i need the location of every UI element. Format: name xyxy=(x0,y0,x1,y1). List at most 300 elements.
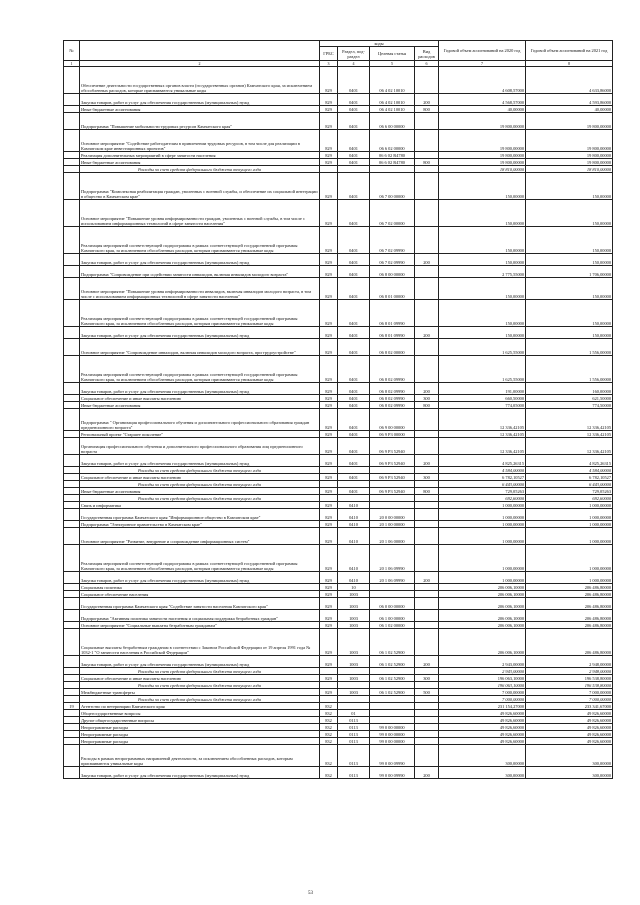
header-vid: Вид расходов xyxy=(415,47,439,61)
row-amount-2021: 49 826,60000 xyxy=(526,717,613,724)
row-target-article: 20 1 06 00000 xyxy=(370,528,415,545)
row-amount-2021: 19 800,00000 xyxy=(526,159,613,166)
row-number xyxy=(64,106,80,113)
table-row xyxy=(64,467,613,474)
row-expense-type: 800 xyxy=(415,159,439,166)
row-number xyxy=(64,545,80,572)
row-name: Подпрограмма "Комплексная реабилитация граждан, уволенных с военной службы, и обеспечение их социальной интеграции в общество в Камчатском крае" xyxy=(80,173,320,200)
table-row xyxy=(64,152,613,159)
row-razdel: 0401 xyxy=(338,200,370,227)
row-number xyxy=(64,431,80,438)
row-amount-2020: 150,00000 xyxy=(439,300,526,327)
row-target-article: 06 1 02 52900 xyxy=(370,629,415,656)
row-number xyxy=(64,682,80,689)
row-razdel: 0401 xyxy=(338,152,370,159)
row-amount-2020: 1 000,00000 xyxy=(439,572,526,584)
row-expense-type xyxy=(415,278,439,300)
row-amount-2021: 150,00000 xyxy=(526,300,613,327)
table-row xyxy=(64,668,613,675)
row-name: Непрограммные расходы xyxy=(80,731,320,738)
row-grbs: 829 xyxy=(320,173,338,200)
row-razdel xyxy=(338,668,370,675)
row-amount-2020: 660,50000 xyxy=(439,395,526,402)
row-amount-2020: 49 826,60000 xyxy=(439,738,526,745)
col-number: 6 xyxy=(415,61,439,67)
table-row xyxy=(64,731,613,738)
header-name xyxy=(80,41,320,61)
row-grbs: 829 xyxy=(320,227,338,254)
row-amount-2020: 692,60000 xyxy=(439,495,526,502)
row-target-article: 06 8 00 00000 xyxy=(370,266,415,278)
table-row xyxy=(64,710,613,717)
row-amount-2020: 1 000,00000 xyxy=(439,545,526,572)
row-amount-2020: 49 826,60000 xyxy=(439,731,526,738)
row-name: Социальные выплаты безработным гражданам в соответствии с Законом Российской Федерации от 19 апреля 1991 года № 1032-1 "О занятости населения в Российской Федерации" xyxy=(80,629,320,656)
row-expense-type xyxy=(415,113,439,130)
table-body xyxy=(64,67,613,779)
row-expense-type xyxy=(415,545,439,572)
table-row xyxy=(64,767,613,779)
row-number xyxy=(64,474,80,481)
row-number xyxy=(64,724,80,731)
table-row xyxy=(64,173,613,200)
row-target-article xyxy=(370,703,415,710)
row-amount-2021: 40,00000 xyxy=(526,106,613,113)
row-amount-2020: 206 006,10000 xyxy=(439,622,526,629)
row-amount-2021: 18 810,00000 xyxy=(526,166,613,173)
row-target-article: 06 6 00 00000 xyxy=(370,113,415,130)
row-number xyxy=(64,689,80,696)
table-row xyxy=(64,591,613,598)
row-target-article: 06 9 P3 52940 xyxy=(370,438,415,455)
row-razdel xyxy=(338,703,370,710)
row-grbs: 829 xyxy=(320,622,338,629)
row-grbs xyxy=(320,467,338,474)
row-name: Основное мероприятие "Развитие, внедрение и сопровождение информационных систем" xyxy=(80,528,320,545)
row-name: Закупка товаров, работ и услуг для обеспечения государственных (муниципальных) нужд xyxy=(80,383,320,395)
row-target-article: 20 1 00 00000 xyxy=(370,521,415,528)
table-row xyxy=(64,431,613,438)
row-amount-2021: 12 336,42105 xyxy=(526,438,613,455)
row-razdel: 01 xyxy=(338,710,370,717)
row-grbs: 829 xyxy=(320,278,338,300)
row-grbs: 829 xyxy=(320,675,338,682)
row-grbs: 829 xyxy=(320,629,338,656)
row-grbs: 832 xyxy=(320,767,338,779)
row-razdel: 0401 xyxy=(338,266,370,278)
row-amount-2020: 206 006,10000 xyxy=(439,610,526,622)
row-target-article xyxy=(370,584,415,591)
row-name: Реализация мероприятий соответствующей подпрограммы в рамках соответствующей государственной программы Камчатского края, за исключением обособленных расходов, которым присваиваются уникальные коды xyxy=(80,227,320,254)
row-expense-type xyxy=(415,584,439,591)
row-number xyxy=(64,152,80,159)
row-target-article xyxy=(370,591,415,598)
table-row xyxy=(64,689,613,696)
row-target-article: 99 0 00 00000 xyxy=(370,724,415,731)
row-amount-2020: 4 568,57000 xyxy=(439,94,526,106)
row-razdel: 0401 xyxy=(338,438,370,455)
row-expense-type xyxy=(415,668,439,675)
row-name: Непрограммные расходы xyxy=(80,738,320,745)
row-target-article: 06 8 02 09990 xyxy=(370,383,415,395)
row-number xyxy=(64,339,80,356)
row-grbs xyxy=(320,495,338,502)
row-grbs xyxy=(320,481,338,488)
row-amount-2021: 1 556,00000 xyxy=(526,356,613,383)
row-target-article: 06 4 02 10010 xyxy=(370,94,415,106)
row-amount-2020: 19 800,00000 xyxy=(439,159,526,166)
col-number: 7 xyxy=(439,61,526,67)
row-expense-type xyxy=(415,622,439,629)
row-grbs: 829 xyxy=(320,106,338,113)
row-name: Закупка товаров, работ и услуг для обеспечения государственных (муниципальных) нужд xyxy=(80,254,320,266)
row-amount-2021: 206 486,80000 xyxy=(526,610,613,622)
row-razdel xyxy=(338,696,370,703)
row-razdel: 1003 xyxy=(338,675,370,682)
table-row xyxy=(64,159,613,166)
row-expense-type xyxy=(415,166,439,173)
row-grbs: 829 xyxy=(320,474,338,481)
row-grbs: 829 xyxy=(320,598,338,610)
row-number xyxy=(64,67,80,94)
row-number xyxy=(64,610,80,622)
row-razdel: 0401 xyxy=(338,409,370,431)
row-grbs: 832 xyxy=(320,738,338,745)
row-target-article: 06 7 00 00000 xyxy=(370,173,415,200)
row-expense-type xyxy=(415,745,439,767)
table-row xyxy=(64,509,613,521)
row-razdel: 1003 xyxy=(338,622,370,629)
row-name: Расходы за счет средств федерального бюджета текущего года xyxy=(80,682,320,689)
table-row xyxy=(64,629,613,656)
table-row xyxy=(64,327,613,339)
row-expense-type xyxy=(415,598,439,610)
row-grbs: 829 xyxy=(320,300,338,327)
row-amount-2021: 19 800,00000 xyxy=(526,152,613,159)
row-grbs: 832 xyxy=(320,703,338,710)
row-amount-2020: 18 810,00000 xyxy=(439,166,526,173)
row-expense-type xyxy=(415,738,439,745)
row-grbs: 829 xyxy=(320,521,338,528)
row-amount-2020: 2 943,00000 xyxy=(439,656,526,668)
row-expense-type xyxy=(415,509,439,521)
row-target-article xyxy=(370,495,415,502)
row-expense-type: 800 xyxy=(415,488,439,495)
row-name: Расходы в рамках непрограммных направлений деятельности, за исключением обособленных расходов, которым присваиваются уникальные коды xyxy=(80,745,320,767)
row-grbs xyxy=(320,682,338,689)
row-expense-type xyxy=(415,703,439,710)
row-amount-2020: 1 000,00000 xyxy=(439,528,526,545)
row-amount-2020: 1 000,00000 xyxy=(439,502,526,509)
row-expense-type xyxy=(415,610,439,622)
row-razdel: 0401 xyxy=(338,106,370,113)
row-expense-type xyxy=(415,696,439,703)
row-number xyxy=(64,502,80,509)
row-amount-2021: 12 336,42105 xyxy=(526,409,613,431)
row-expense-type xyxy=(415,173,439,200)
table-row xyxy=(64,675,613,682)
row-amount-2020: 19 800,00000 xyxy=(439,152,526,159)
row-number xyxy=(64,767,80,779)
table-row xyxy=(64,696,613,703)
row-target-article: 06 8 02 09990 xyxy=(370,402,415,409)
row-number xyxy=(64,509,80,521)
table-row xyxy=(64,278,613,300)
row-razdel: 0401 xyxy=(338,383,370,395)
row-amount-2020: 1 000,00000 xyxy=(439,521,526,528)
row-amount-2020: 300,00000 xyxy=(439,745,526,767)
row-number xyxy=(64,528,80,545)
row-number xyxy=(64,717,80,724)
row-target-article: 06 9 P3 52940 xyxy=(370,474,415,481)
row-razdel xyxy=(338,682,370,689)
row-number xyxy=(64,278,80,300)
row-razdel: 0401 xyxy=(338,488,370,495)
row-name: Связь и информатика xyxy=(80,502,320,509)
row-number xyxy=(64,710,80,717)
row-name: Закупка товаров, работ и услуг для обеспечения государственных (муниципальных) нужд xyxy=(80,94,320,106)
row-amount-2021: 4 825,26315 xyxy=(526,455,613,467)
row-name: Реализация мероприятий соответствующей подпрограммы в рамках соответствующей государственной программы Камчатского края, за исключением обособленных расходов, которым присваиваются уникальные коды xyxy=(80,545,320,572)
header-2020: Годовой объем ассигнований на 2020 год xyxy=(439,41,526,61)
row-number xyxy=(64,572,80,584)
row-name: Подпрограмма "Электронное правительство в Камчатском крае" xyxy=(80,521,320,528)
row-number xyxy=(64,738,80,745)
row-razdel xyxy=(338,495,370,502)
row-razdel: 0410 xyxy=(338,521,370,528)
row-name: Расходы за счет средств федерального бюджета текущего года xyxy=(80,696,320,703)
row-target-article: 06 4 02 10010 xyxy=(370,67,415,94)
row-expense-type xyxy=(415,528,439,545)
row-amount-2020: 19 800,00000 xyxy=(439,113,526,130)
row-amount-2021: 49 826,60000 xyxy=(526,724,613,731)
table-row xyxy=(64,622,613,629)
row-name: Расходы за счет средств федерального бюджета текущего года xyxy=(80,668,320,675)
row-number xyxy=(64,395,80,402)
row-target-article xyxy=(370,717,415,724)
row-grbs: 829 xyxy=(320,395,338,402)
row-amount-2020: 4 825,26315 xyxy=(439,455,526,467)
row-number xyxy=(64,488,80,495)
row-amount-2020: 49 826,60000 xyxy=(439,710,526,717)
row-target-article: 06 8 02 09990 xyxy=(370,356,415,383)
row-number xyxy=(64,731,80,738)
row-razdel: 0401 xyxy=(338,474,370,481)
row-razdel: 0401 xyxy=(338,431,370,438)
row-expense-type xyxy=(415,717,439,724)
header-grbs: ГРБС xyxy=(320,47,338,61)
row-amount-2021: 729,05263 xyxy=(526,488,613,495)
row-number xyxy=(64,254,80,266)
row-expense-type: 200 xyxy=(415,254,439,266)
row-amount-2020: 1 625,55000 xyxy=(439,339,526,356)
row-target-article: 99 0 00 00000 xyxy=(370,738,415,745)
row-amount-2020: 774,05000 xyxy=(439,402,526,409)
row-expense-type xyxy=(415,130,439,152)
row-grbs: 829 xyxy=(320,509,338,521)
row-amount-2021: 150,00000 xyxy=(526,327,613,339)
row-target-article: 06 7 02 09990 xyxy=(370,254,415,266)
header-codes: коды xyxy=(320,41,439,47)
row-number xyxy=(64,113,80,130)
row-razdel: 0401 xyxy=(338,173,370,200)
row-amount-2020: 6 782,10527 xyxy=(439,474,526,481)
row-grbs: 829 xyxy=(320,431,338,438)
row-amount-2020: 1 000,00000 xyxy=(439,509,526,521)
row-amount-2021: 6 782,10527 xyxy=(526,474,613,481)
table-row xyxy=(64,521,613,528)
row-name: Социальная политика xyxy=(80,584,320,591)
row-amount-2021: 19 800,00000 xyxy=(526,113,613,130)
row-amount-2021: 150,00000 xyxy=(526,173,613,200)
row-razdel: 0113 xyxy=(338,738,370,745)
row-expense-type xyxy=(415,481,439,488)
row-expense-type: 200 xyxy=(415,327,439,339)
row-grbs: 829 xyxy=(320,409,338,431)
row-expense-type xyxy=(415,200,439,227)
row-razdel: 0410 xyxy=(338,545,370,572)
row-number xyxy=(64,409,80,431)
row-target-article: 99 0 00 00000 xyxy=(370,731,415,738)
row-razdel: 0401 xyxy=(338,327,370,339)
row-name: Реализация дополнительных мероприятий в сфере занятости населения xyxy=(80,152,320,159)
row-expense-type xyxy=(415,629,439,656)
row-amount-2021: 300,00000 xyxy=(526,745,613,767)
row-amount-2021: 4 593,86000 xyxy=(526,94,613,106)
row-amount-2021: 49 826,60000 xyxy=(526,710,613,717)
row-grbs: 829 xyxy=(320,656,338,668)
row-number: 19 xyxy=(64,703,80,710)
row-razdel xyxy=(338,467,370,474)
table-row xyxy=(64,113,613,130)
row-amount-2020: 191,00000 xyxy=(439,383,526,395)
row-grbs: 829 xyxy=(320,572,338,584)
header-2021: Годовой объем ассигнований на 2021 год xyxy=(526,41,613,61)
row-razdel xyxy=(338,481,370,488)
row-amount-2021: 1 000,00000 xyxy=(526,521,613,528)
row-amount-2021: 12 336,42105 xyxy=(526,431,613,438)
row-amount-2021: 19 800,00000 xyxy=(526,130,613,152)
row-razdel: 0401 xyxy=(338,227,370,254)
row-name: Расходы за счет средств федерального бюджета текущего года xyxy=(80,495,320,502)
row-number xyxy=(64,591,80,598)
row-target-article: 06 9 00 00000 xyxy=(370,409,415,431)
table-row xyxy=(64,545,613,572)
row-target-article: 06 9 P3 52940 xyxy=(370,455,415,467)
row-amount-2021: 1 000,00000 xyxy=(526,502,613,509)
table-row xyxy=(64,166,613,173)
row-number xyxy=(64,438,80,455)
col-number: 5 xyxy=(370,61,415,67)
row-amount-2020: 19 800,00000 xyxy=(439,130,526,152)
row-expense-type xyxy=(415,724,439,731)
row-expense-type xyxy=(415,591,439,598)
row-number xyxy=(64,668,80,675)
row-razdel: 0113 xyxy=(338,724,370,731)
row-number xyxy=(64,300,80,327)
row-target-article xyxy=(370,467,415,474)
row-expense-type xyxy=(415,300,439,327)
row-expense-type: 200 xyxy=(415,767,439,779)
row-razdel: 0410 xyxy=(338,502,370,509)
row-amount-2021: 150,00000 xyxy=(526,200,613,227)
row-target-article: 06 6 02 00000 xyxy=(370,130,415,152)
row-grbs: 829 xyxy=(320,152,338,159)
row-amount-2020: 40,00000 xyxy=(439,106,526,113)
row-grbs: 829 xyxy=(320,130,338,152)
row-grbs: 829 xyxy=(320,455,338,467)
row-grbs: 832 xyxy=(320,745,338,767)
row-amount-2020: 150,00000 xyxy=(439,227,526,254)
row-expense-type: 200 xyxy=(415,383,439,395)
row-razdel xyxy=(338,166,370,173)
row-name: Закупка товаров, работ и услуг для обеспечения государственных (муниципальных) нужд xyxy=(80,327,320,339)
row-target-article: 06 7 02 00000 xyxy=(370,200,415,227)
row-razdel: 0401 xyxy=(338,356,370,383)
row-name: Иные бюджетные ассигнования xyxy=(80,106,320,113)
row-name: Подпрограмма "Сопровождение при содействии занятости инвалидов, включая инвалидов молодого возраста" xyxy=(80,266,320,278)
row-grbs: 829 xyxy=(320,502,338,509)
row-amount-2021: 196 538,80000 xyxy=(526,675,613,682)
row-grbs: 829 xyxy=(320,584,338,591)
row-name: Подпрограмма "Повышение мобильности трудовых ресурсов Камчатского края" xyxy=(80,113,320,130)
row-amount-2021: 150,00000 xyxy=(526,278,613,300)
row-target-article: 06 8 01 09990 xyxy=(370,327,415,339)
row-grbs: 829 xyxy=(320,266,338,278)
row-target-article: 20 1 06 09990 xyxy=(370,572,415,584)
row-grbs: 829 xyxy=(320,488,338,495)
header-celevaya: Целевая статья xyxy=(370,47,415,61)
row-amount-2020: 150,00000 xyxy=(439,173,526,200)
row-amount-2021: 4 584,00000 xyxy=(526,467,613,474)
row-razdel: 0113 xyxy=(338,745,370,767)
table-row xyxy=(64,481,613,488)
row-grbs xyxy=(320,166,338,173)
row-amount-2020: 12 336,42105 xyxy=(439,409,526,431)
row-grbs: 829 xyxy=(320,327,338,339)
row-expense-type: 500 xyxy=(415,689,439,696)
row-amount-2021: 206 486,80000 xyxy=(526,622,613,629)
table-row xyxy=(64,610,613,622)
row-name: Иные бюджетные ассигнования xyxy=(80,159,320,166)
row-target-article: 06 4 02 10010 xyxy=(370,106,415,113)
row-amount-2020: 2 775,55000 xyxy=(439,266,526,278)
row-grbs: 829 xyxy=(320,591,338,598)
row-grbs: 829 xyxy=(320,339,338,356)
row-amount-2021: 1 000,00000 xyxy=(526,509,613,521)
row-amount-2021: 206 486,80000 xyxy=(526,591,613,598)
row-expense-type xyxy=(415,467,439,474)
row-number xyxy=(64,159,80,166)
table-row xyxy=(64,656,613,668)
row-expense-type xyxy=(415,521,439,528)
row-amount-2021: 206 486,80000 xyxy=(526,598,613,610)
row-amount-2020: 2 943,00000 xyxy=(439,668,526,675)
row-number xyxy=(64,130,80,152)
row-target-article: 06 8 02 00000 xyxy=(370,339,415,356)
row-expense-type xyxy=(415,227,439,254)
row-expense-type xyxy=(415,438,439,455)
row-expense-type: 200 xyxy=(415,455,439,467)
row-razdel: 0113 xyxy=(338,731,370,738)
row-number xyxy=(64,598,80,610)
row-name: Социальное обеспечение и иные выплаты населению xyxy=(80,675,320,682)
row-razdel: 1003 xyxy=(338,629,370,656)
row-amount-2020: 7 000,00000 xyxy=(439,689,526,696)
row-target-article: 06 6 02 R4780 xyxy=(370,159,415,166)
row-target-article xyxy=(370,502,415,509)
row-name: Расходы за счет средств федерального бюджета текущего года xyxy=(80,166,320,173)
